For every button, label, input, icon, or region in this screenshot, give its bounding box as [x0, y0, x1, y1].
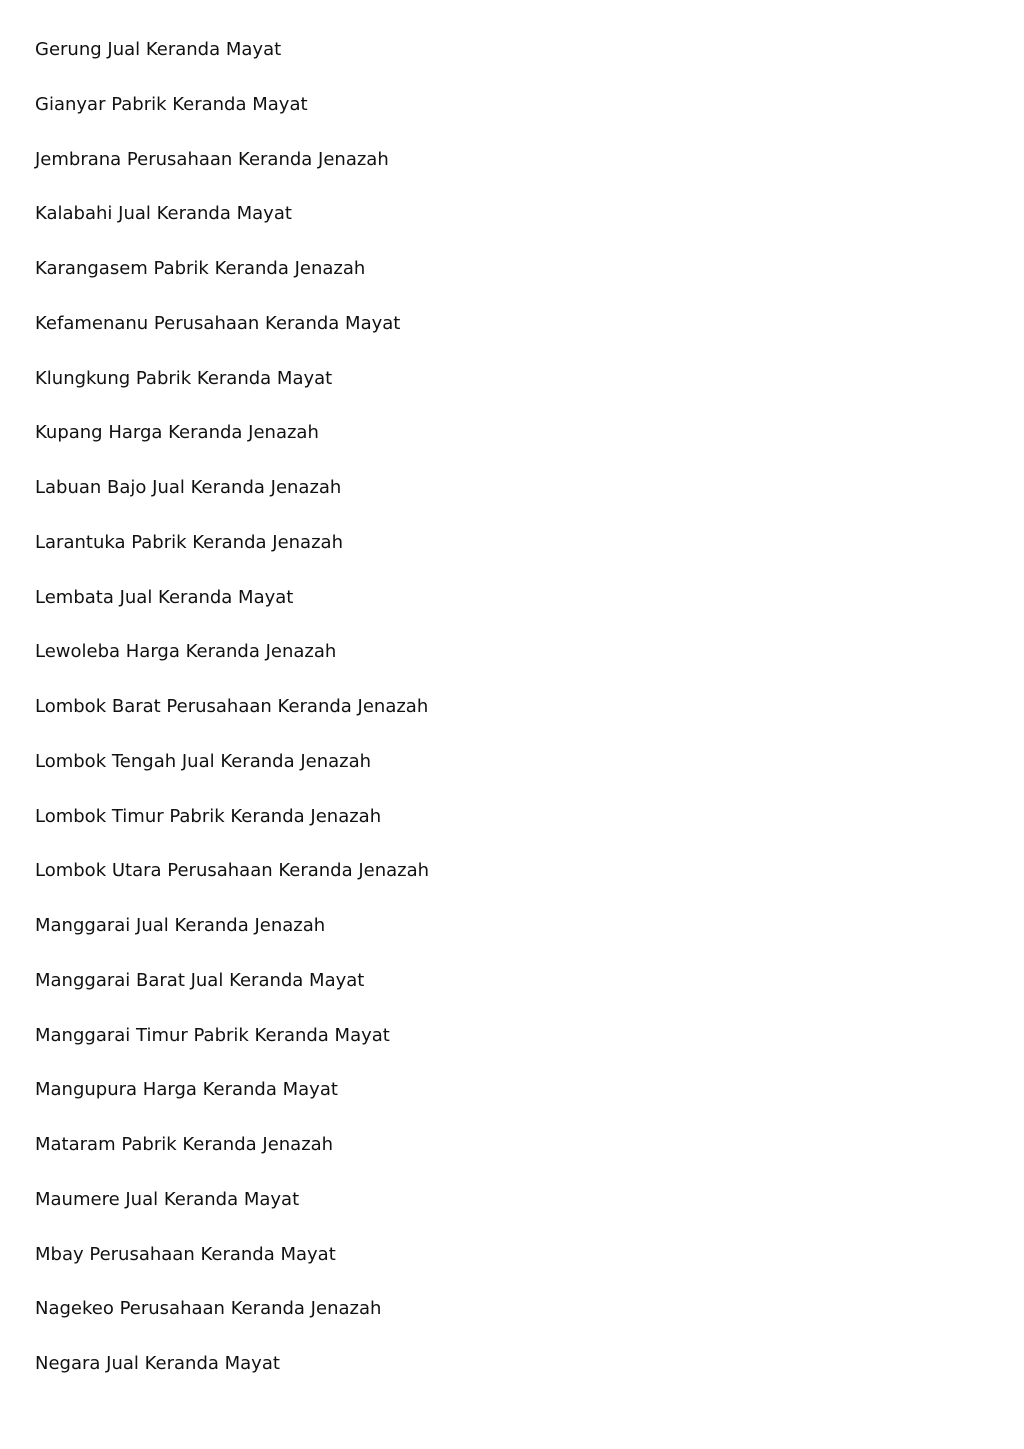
list-item: Klungkung Pabrik Keranda Mayat	[35, 367, 333, 389]
list-item: Nagekeo Perusahaan Keranda Jenazah	[35, 1298, 382, 1320]
list-item: Maumere Jual Keranda Mayat	[35, 1188, 300, 1210]
list-item: Gerung Jual Keranda Mayat	[35, 39, 282, 60]
list-item: Karangasem Pabrik Keranda Jenazah	[35, 258, 366, 279]
list-item: Manggarai Jual Keranda Jenazah	[35, 915, 326, 936]
list-item: Lombok Tengah Jual Keranda Jenazah	[35, 750, 372, 772]
list-item: Labuan Bajo Jual Keranda Jenazah	[35, 477, 342, 498]
list-item: Negara Jual Keranda Mayat	[35, 1353, 280, 1374]
list-item: Kalabahi Jual Keranda Mayat	[35, 203, 292, 225]
list-item: Lombok Utara Perusahaan Keranda Jenazah	[35, 860, 430, 882]
list-item: Mataram Pabrik Keranda Jenazah	[35, 1134, 334, 1155]
list-item: Lombok Timur Pabrik Keranda Jenazah	[35, 805, 382, 827]
list-item: Larantuka Pabrik Keranda Jenazah	[35, 531, 343, 553]
list-item: Gianyar Pabrik Keranda Mayat	[35, 93, 308, 115]
list-item: Jembrana Perusahaan Keranda Jenazah	[35, 148, 389, 170]
entry-list	[35, 36, 429, 1405]
list-item: Lombok Barat Perusahaan Keranda Jenazah	[35, 696, 429, 717]
list-item: Mbay Perusahaan Keranda Mayat	[35, 1243, 336, 1265]
list-item: Kefamenanu Perusahaan Keranda Mayat	[35, 312, 401, 334]
list-item: Manggarai Timur Pabrik Keranda Mayat	[35, 1024, 390, 1046]
list-item: Manggarai Barat Jual Keranda Mayat	[35, 969, 365, 991]
list-item: Kupang Harga Keranda Jenazah	[35, 422, 319, 444]
list-item: Lewoleba Harga Keranda Jenazah	[35, 641, 337, 663]
list-item: Mangupura Harga Keranda Mayat	[35, 1079, 338, 1101]
list-item: Lembata Jual Keranda Mayat	[35, 586, 294, 608]
